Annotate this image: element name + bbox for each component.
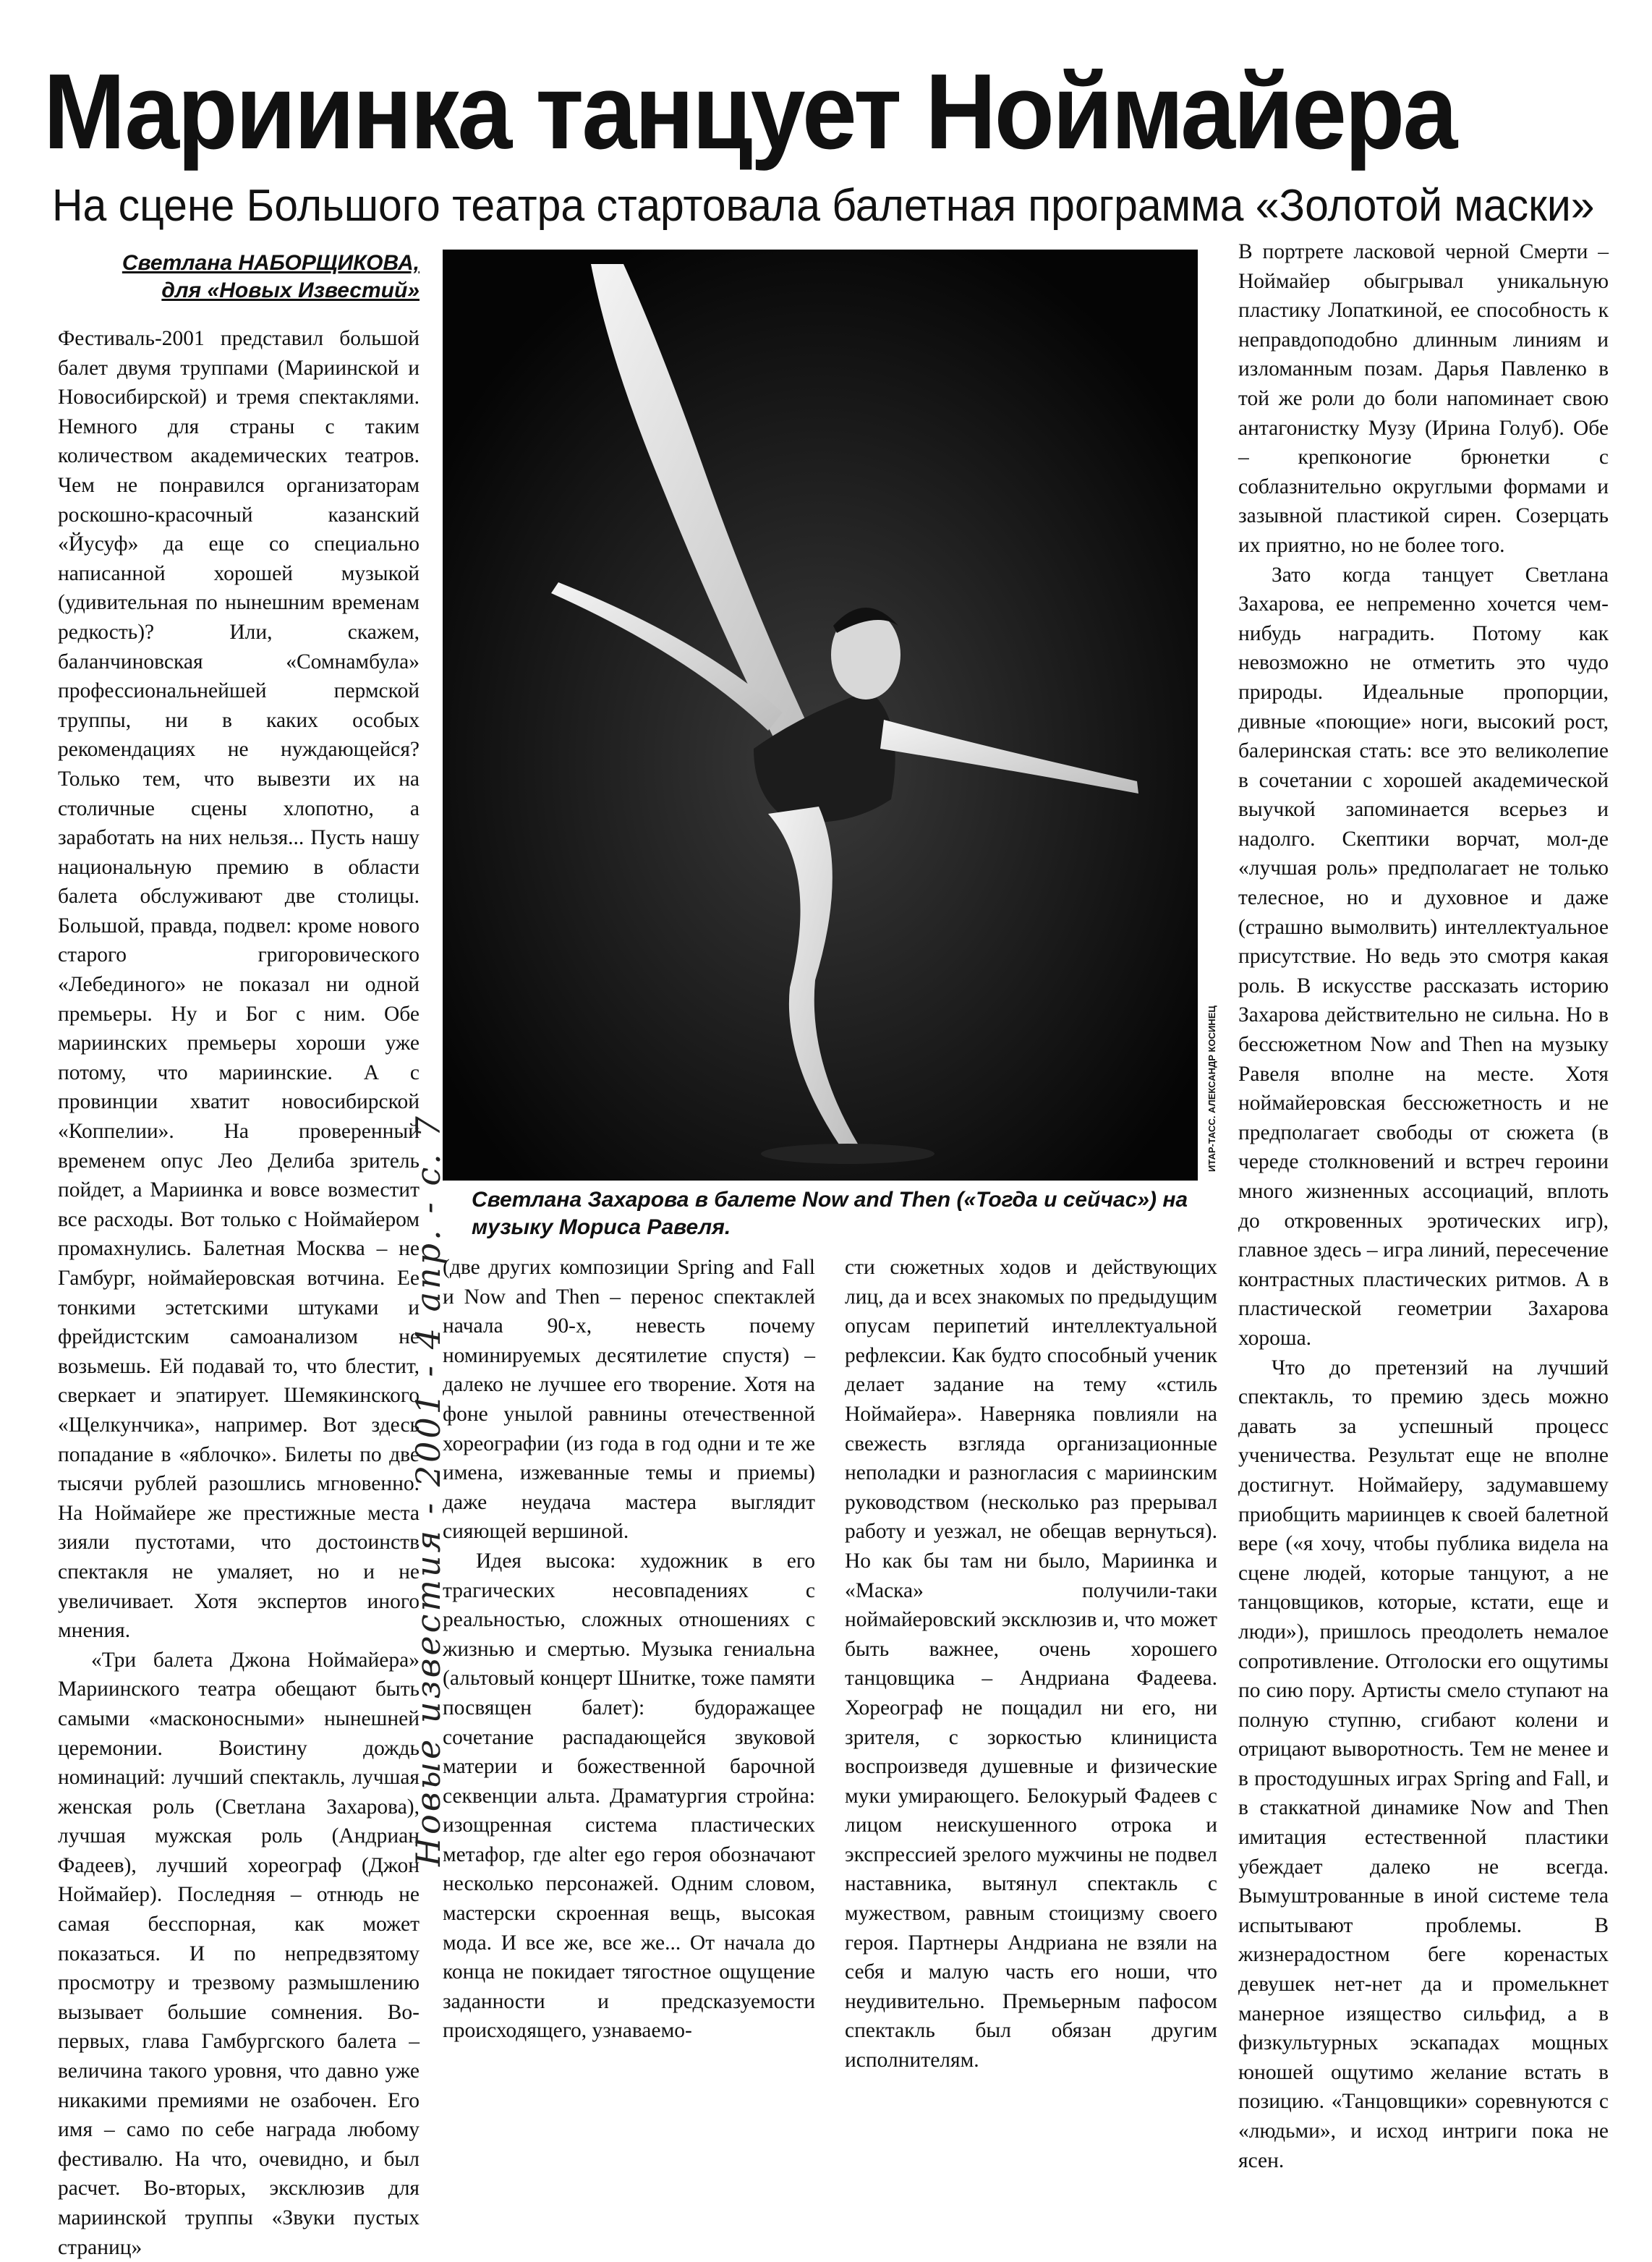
article-column-4 — [1238, 237, 1609, 2172]
paragraph: В портрете ласковой черной Смерти – Ноймайер обыгрывал уникальную пластику Лопаткиной, ее способность к неправдоподобно длинным линиям и изломанным позам. Дарья Павленко в той же роли до боли напоминает свою антагонистку Музу (Ирина Голуб). Обе – крепконогие брюнетки с соблазнительно округлыми формами и зазывной пластикой сирен. Созерцать их приятно, но не более того. — [1238, 240, 1609, 557]
paragraph: Зато когда танцует Светлана Захарова, ее непременно хочется чем-нибудь наградить. Потому как невозможно не отметить это чудо природы. Идеальные пропорции, дивные «поющие» ноги, высокий рост, балеринская стать: все это великолепие в сочетании с хорошей академической выучкой запоминается всерьез и надолго. Скептики ворчат, мол-де «лучшая роль» предполагает не только телесное, но и духовное и даже (страшно вымолвить) интеллектуальное присутствие. Но ведь это смотря какая роль. В искусстве рассказать историю Захарова действительно не сильна. Но в бессюжетном Now and Then на музыку Равеля вполне на месте. Хотя ноймайеровская бессюжетность и не предполагает свободы от сюжета (в череде столкновений и встреч героини много жизненных ассоциаций, вплоть до откровенных эротических игр), главное здесь – игра линий, пересечение контрастных пластических ритмов. А в пластической геометрии Захарова хороша. — [1238, 563, 1609, 1350]
dancer-silhouette-image — [443, 250, 1198, 1181]
paragraph: Фестиваль-2001 представил большой балет двумя труппами (Мариинской и Новосибирской) и тремя спектаклями. Немного для страны с таким количеством академических театров. Чем не понравился организаторам роскошно-красочный казанский «Йусуф» да еще со специально написанной хорошей музыкой (удивительная по нынешним временам редкость)? Или, скажем, баланчиновская «Сомнамбула» профессиональнейшей пермской труппы, ни в каких особых рекомендациях не нуждающейся? Только тем, что вывезти их на столичные сцены хлопотно, а заработать на них нельзя... Пусть нашу национальную премию в области балета обслуживают две столицы. Большой, правда, подвел: кроме нового старого григоровического «Лебединого» не показал ни одной премьеры. Ну и Бог с ним. Обе мариинских премьеры хороши уже потому, что мариинские. А с провинции хватит новосибирской «Коппелии». На проверенный временем опус Лео Делиба зритель пойдет, а Мариинка и вовсе возместит все расходы. Вот только с Ноймайером промахнулись. Балетная Москва – не Гамбург, ноймайеровская вотчина. Ее тонкими эстетскими штуками и фрейдистским самоанализом не возьмешь. Ей подавай то, что блестит, сверкает и эпатирует. Шемякинского «Щелкунчика», например. Вот здесь попадание в «яблочко». Билеты по две тысячи рублей разошлись мгновенно. На Ноймайере же престижные места зияли пустотами, что достоинств спектакля не умаляет, но и не увеличивает. Хотя экспертов иного мнения. — [58, 327, 420, 1643]
paragraph: «Три балета Джона Ноймайера» Мариинского театра обещают быть самыми «масконосными» нынешней церемонии. Воистину дождь номинаций: лучший спектакль, лучшая женская роль (Светлана Захарова), лучшая мужская роль (Андриан Фадеев), лучший хореограф (Джон Ноймайер). Последняя – отнюдь не самая бесспорная, как может показаться. И по непредвзятому просмотру и трезвому размышлению вызывает большие сомнения. Во-первых, глава Гамбургского балета – величина такого уровня, что давно уже никакими премиями не озабочен. Его имя – само по себе награда любому фестивалю. На что, очевидно, и был расчет. Во-вторых, эксклюзив для мариинской труппы «Звуки пустых страниц» — [58, 1648, 420, 2259]
subheadline: На сцене Большого театра стартовала балетная программа «Золотой маски» — [52, 181, 1595, 231]
article-column-2 — [443, 1253, 815, 2043]
article-column-3 — [845, 1253, 1217, 2072]
paragraph: Что до претензий на лучший спектакль, то премию здесь можно давать за успешный процесс ученичества. Результат еще не вполне достигнут. Ноймайеру, задумавшему приобщить мариинцев к своей балетной вере («я хочу, чтобы публика видела на сцене людей, которые танцуют, а не танцовщиков, которые, кстати, еще и люди»), пришлось преодолеть немалое сопротивление. Отголоски его ощутимы по сию пору. Артисты смело ступают на полную ступню, сгибают колени и отрицают выворотность. Тем не менее и в простодушных играх Spring and Fall, и в стаккатной динамике Now and Then имитация естественной пластики убеждает далеко не всегда. Вымуштрованные в иной системе тела испытывают проблемы. В жизнерадостном беге коренастых девушек нет-нет да и промелькнет манерное изящество сильфид, а в физкультурных эскападах мощных юношей ощутимо желание встать в позицию. «Танцовщики» соревнуются с «людьми», и исход интриги пока не ясен. — [1238, 1356, 1609, 2172]
photo-credit: ИТАР-ТАСС. АЛЕКСАНДР КОСИНЕЦ — [1206, 1005, 1217, 1172]
paragraph: (две других композиции Spring and Fall и Now and Then – перенос спектаклей начала 90-х, невесть почему номинируемых десятилетие спустя) – далеко не лучшее его творение. Хотя на фоне унылой равнины отечественной хореографии (из года в год одни и те же имена, изжеванные темы и приемы) даже неудача мастера выглядит сияющей вершиной. — [443, 1256, 815, 1544]
paragraph: Идея высока: художник в его трагических несовпадениях с реальностью, сложных отношениях с жизнью и смертью. Музыка гениальна (альтовый концерт Шнитке, тоже памяти посвящен балет): будоражащее сочетание распадающейся звуковой материи и божественной барочной секвенции альта. Драматургия стройна: изощренная система пластических метафор, где alter ego героя обозначают несколько персонажей. Одним словом, мастерски скроенная вещь, высокая мода. И все же, все же... От начала до конца не покидает тягостное ощущение заданности и предсказуемости происходящего, узнаваемо- — [443, 1549, 815, 2043]
ballet-photo — [443, 250, 1198, 1181]
paragraph: сти сюжетных ходов и действующих лиц, да и всех знакомых по предыдущим опусам перипетий интеллектуальной рефлексии. Как будто способный ученик делает задание на тему «стиль Ноймайера». Наверняка повлияли на свежесть взгляда организационные неполадки и разногласия с мариинским руководством (несколько раз прерывал работу и уезжал, не обещав вернуться). Но как бы там ни было, Мариинка и «Маска» получили-таки ноймайеровский эксклюзив и, что может быть важнее, очень хорошего танцовщика – Андриана Фадеева. Хореограф не пощадил ни его, ни зрителя, с зоркостью клинициста воспроизведя душевные и физические муки умирающего. Белокурый Фадеев с лицом неискушенного отрока и экспрессией зрелого мужчины не подвел наставника, вытянул спектакль с мужеством, равным стоицизму своего героя. Партнеры Андриана не взяли на себя и малую часть его ноши, что неудивительно. Премьерным пафосом спектакль был обязан другим исполнителям. — [845, 1256, 1217, 2072]
article-column-1 — [58, 324, 420, 2259]
headline: Мариинка танцует Ноймайера — [43, 52, 1456, 171]
byline-author: Светлана НАБОРЩИКОВА, — [122, 251, 420, 275]
byline — [87, 250, 420, 305]
handwritten-note: Новые известия - 2001 - 4 апр. - с. 7 — [409, 1113, 448, 1866]
byline-outlet: для «Новых Известий» — [161, 279, 420, 302]
photo-caption: Светлана Захарова в балете Now and Then («Тогда и сейчас») на музыку Мориса Равеля. — [472, 1188, 1188, 1239]
